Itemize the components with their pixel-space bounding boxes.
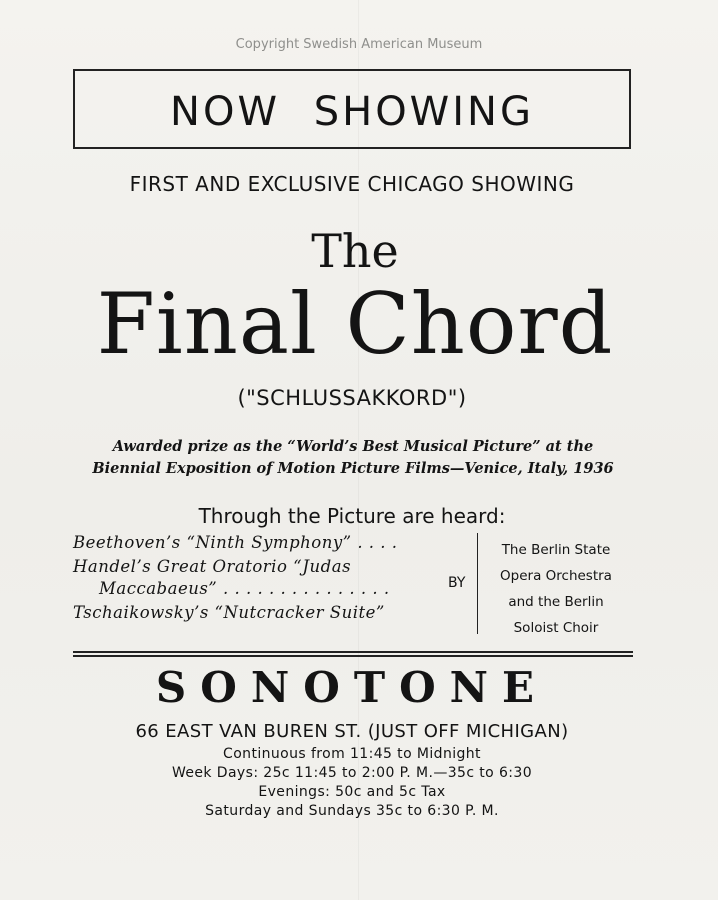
performer-line: and the Berlin <box>508 594 604 610</box>
schedule-line: Evenings: 50c and 5c Tax <box>258 784 446 800</box>
theatre-address: 66 EAST VAN BUREN ST. (JUST OFF MICHIGAN) <box>135 721 569 742</box>
title-prefix: The <box>311 224 399 278</box>
award-text <box>70 436 636 480</box>
film-title: Final Chord <box>96 275 614 373</box>
music-works-list <box>73 532 438 624</box>
now-showing-text: NOW SHOWING <box>170 89 534 135</box>
double-divider <box>73 651 633 657</box>
vertical-divider <box>477 533 478 634</box>
performer-line: Soloist Choir <box>513 620 599 636</box>
music-heading: Through the Picture are heard: <box>198 504 506 528</box>
schedule-line: Saturday and Sundays 35c to 6:30 P. M. <box>205 803 499 819</box>
performer-line: The Berlin State <box>501 542 611 558</box>
theatre-name: SONOTONE <box>155 663 549 712</box>
now-showing-banner <box>73 69 631 149</box>
schedule-line: Continuous from 11:45 to Midnight <box>223 746 481 762</box>
original-title: ("SCHLUSSAKKORD") <box>237 386 467 410</box>
award-line: Awarded prize as the “World’s Best Musical Picture” at the <box>112 438 594 455</box>
award-line: Biennial Exposition of Motion Picture Films—Venice, Italy, 1936 <box>92 460 614 477</box>
schedule-line: Week Days: 25c 11:45 to 2:00 P. M.—35c to 6:30 <box>171 765 533 781</box>
by-label: BY <box>448 575 466 591</box>
showtimes-schedule <box>0 745 704 821</box>
copyright-watermark: Copyright Swedish American Museum <box>235 37 483 52</box>
music-work-item-continued: Maccabaeus” . . . . . . . . . . . . . . . <box>99 579 390 598</box>
music-work-item: Beethoven’s “Ninth Symphony” . . . . <box>73 533 398 552</box>
exclusive-showing-line: FIRST AND EXCLUSIVE CHICAGO SHOWING <box>129 172 575 196</box>
performers-list <box>482 537 630 641</box>
performer-line: Opera Orchestra <box>500 568 612 584</box>
music-work-item: Tschaikowsky’s “Nutcracker Suite” <box>73 603 385 622</box>
music-work-item: Handel’s Great Oratorio “Judas <box>73 557 352 576</box>
